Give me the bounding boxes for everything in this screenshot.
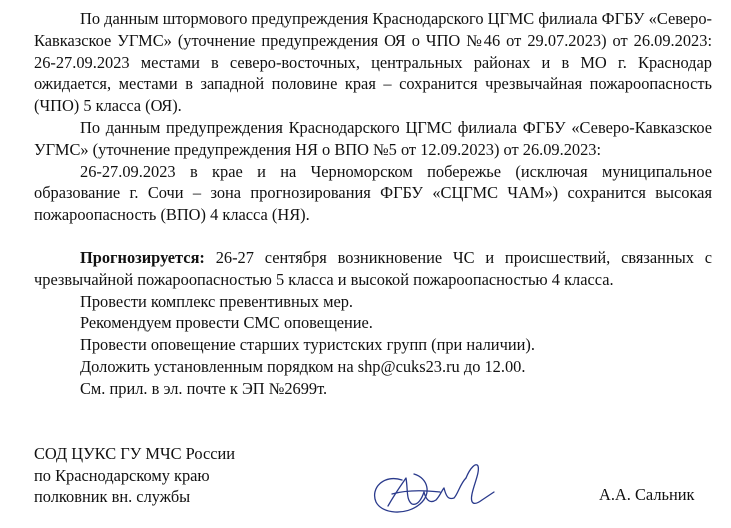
instruction-line-1: Провести комплекс превентивных мер. bbox=[80, 291, 354, 311]
paragraph-forecast bbox=[34, 247, 712, 291]
forecast-label: Прогнозируется: bbox=[80, 247, 205, 267]
document-body bbox=[34, 8, 712, 400]
signatory-org: СОД ЦУКС ГУ МЧС России bbox=[34, 444, 236, 463]
signature-block bbox=[34, 443, 235, 508]
paragraph-fire-danger: 26-27.09.2023 в крае и на Черноморском побережье (исключая муниципальное образование г. Сочи – зона прогнозирования ФГБУ «СЦГМС ЧАМ») сохранится высокая пожароопасность (ВПО) 4 класса (НЯ). bbox=[34, 161, 712, 225]
signature-stroke-cross bbox=[392, 491, 440, 494]
handwritten-signature bbox=[362, 454, 502, 524]
signatory-region: по Краснодарскому краю bbox=[34, 465, 210, 485]
signatory-rank: полковник вн. службы bbox=[34, 487, 191, 506]
instruction-line-3: Провести оповещение старших туристских групп (при наличии). bbox=[80, 335, 535, 355]
instruction-line-2: Рекомендуем провести СМС оповещение. bbox=[80, 313, 373, 333]
signature-stroke-loop bbox=[375, 474, 428, 512]
forecast-text: 26-27 сентября возникновение ЧС и происшествий, связанных с чрезвычайной пожароопасностью 5 класса и высокой пожароопасностью 4 класса. bbox=[34, 247, 712, 289]
paragraph-warning-ny: По данным предупреждения Краснодарского ЦГМС филиала ФГБУ «Северо-Кавказское УГМС» (уточнение предупреждения НЯ о ВПО №5 от 12.09.2023) от 26.09.2023: bbox=[34, 117, 712, 159]
paragraph-storm-warning: По данным штормового предупреждения Краснодарского ЦГМС филиала ФГБУ «Северо-Кавказское УГМС» (уточнение предупреждения ОЯ о ЧПО №46 от 29.07.2023) от 26.09.2023: 26-27.09.2023 местами в северо-восточных, центральных районах и в МО г. Краснодар ожидается, местами в западной половине края – сохранится чрезвычайная пожароопасность (ЧПО) 5 класса (ОЯ). bbox=[34, 9, 712, 116]
signatory-name: А.А. Сальник bbox=[599, 485, 695, 504]
instruction-line-5: См. прил. в эл. почте к ЭП №2699т. bbox=[80, 378, 328, 398]
spacer bbox=[34, 226, 712, 247]
signature-stroke-tail bbox=[466, 465, 494, 504]
instruction-line-4: Доложить установленным порядком на shp@cuks23.ru до 12.00. bbox=[80, 356, 526, 376]
